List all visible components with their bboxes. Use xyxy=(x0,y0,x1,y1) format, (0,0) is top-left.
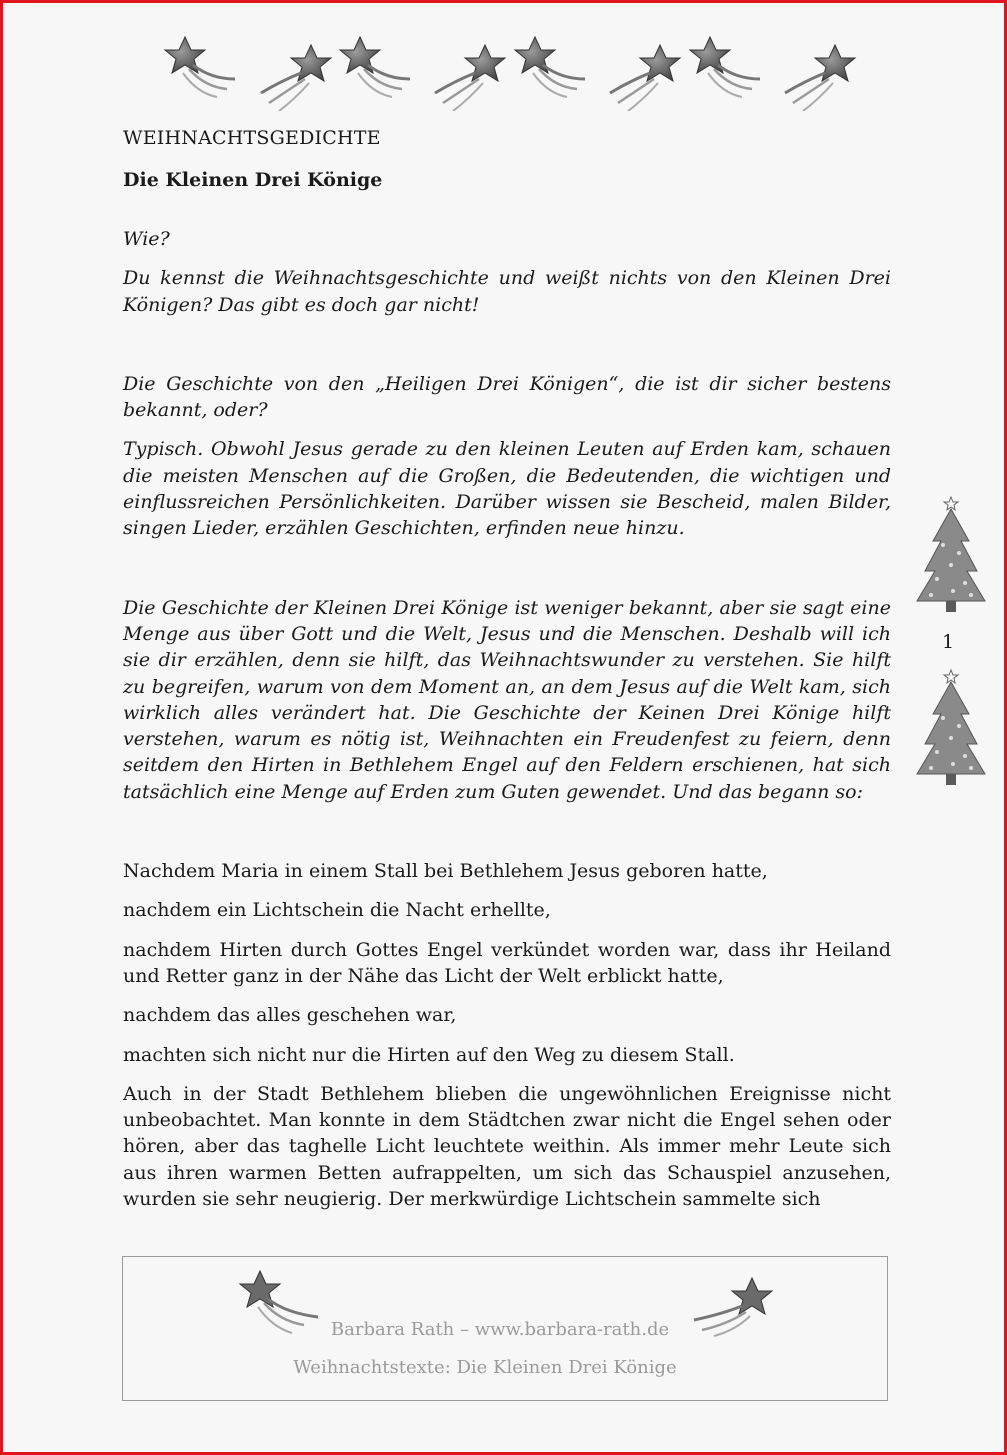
paragraph: Die Geschichte von den „Heiligen Drei Königen“, die ist dir sicher bestens bekannt, oder? xyxy=(123,372,891,422)
footer-subtitle: Weihnachtstexte: Die Kleinen Drei Könige xyxy=(293,1357,677,1378)
paragraph: nachdem ein Lichtschein die Nacht erhellte, xyxy=(123,899,551,922)
paragraph: Auch in der Stadt Bethlehem blieben die ungewöhnlichen Ereignisse nicht unbeobachtet. Man konnte in dem Städtchen zwar nicht die Engel sehen oder hören, aber das taghelle Licht leuchtete weithin. Als immer mehr Leute sich aus ihren warmen Betten aufrappelten, um sich das Schauspiel anzusehen, wurden sie sehr neugierig. Der merkwürdige Lichtschein sammelte sich xyxy=(123,1082,891,1211)
shooting-star-icon xyxy=(785,45,855,111)
paragraph: nachdem Hirten durch Gottes Engel verkündet worden war, dass ihr Heiland und Retter ganz in der Nähe das Licht der Welt erblickt hatte, xyxy=(123,938,891,987)
paragraph: nachdem das alles geschehen war, xyxy=(123,1004,457,1027)
shooting-star-icon xyxy=(340,37,410,97)
page-number: 1 xyxy=(942,631,955,653)
category-heading: WEIHNACHTSGEDICHTE xyxy=(123,127,381,149)
shooting-star-icon xyxy=(690,37,760,97)
document-body xyxy=(123,123,891,1212)
footer-author: Barbara Rath – www.barbara-rath.de xyxy=(330,1319,670,1340)
christmas-tree-icon xyxy=(913,668,989,792)
star-border xyxy=(163,31,863,111)
shooting-star-icon xyxy=(515,37,585,97)
document-title: Die Kleinen Drei Könige xyxy=(123,169,383,191)
footer-box xyxy=(122,1256,888,1401)
paragraph: Die Geschichte der Kleinen Drei Könige ist weniger bekannt, aber sie sagt eine Menge aus über Gott und die Welt, Jesus und die Menschen. Deshalb will ich sie dir erzählen, denn sie hilft, das Weihnachtswunder zu verstehen. Sie hilft zu begreifen, warum von dem Moment an, an dem Jesus auf die Welt kam, sich wirklich alles verändert hat. Die Geschichte der Keinen Drei Könige hilft verstehen, warum es nötig ist, Weihnachten ein Freudenfest zu feiern, denn seitdem den Hirten in Bethlehem Engel auf den Feldern erschienen, hat sich tatsächlich eine Menge auf Erden zum Guten gewendet. Und das begann so: xyxy=(123,596,891,803)
christmas-tree-icon xyxy=(913,495,989,619)
paragraph: Wie? xyxy=(123,228,170,250)
shooting-star-icon xyxy=(165,37,235,97)
paragraph: Typisch. Obwohl Jesus gerade zu den kleinen Leuten auf Erden kam, schauen die meisten Menschen auf die Großen, die Bedeutenden, die wichtigen und einflussreichen Persönlichkeiten. Darüber wissen sie Bescheid, malen Bilder, singen Lieder, erzählen Geschichten, erfinden neue hinzu. xyxy=(123,438,891,540)
paragraph: Nachdem Maria in einem Stall bei Bethlehem Jesus geboren hatte, xyxy=(123,860,768,883)
shooting-star-icon xyxy=(435,45,505,111)
paragraph: Du kennst die Weihnachtsgeschichte und weißt nichts von den Kleinen Drei Königen? Das gibt es doch gar nicht! xyxy=(123,267,891,316)
shooting-star-icon xyxy=(610,45,680,111)
paragraph: machten sich nicht nur die Hirten auf den Weg zu diesem Stall. xyxy=(123,1043,735,1066)
shooting-star-icon xyxy=(261,45,331,111)
